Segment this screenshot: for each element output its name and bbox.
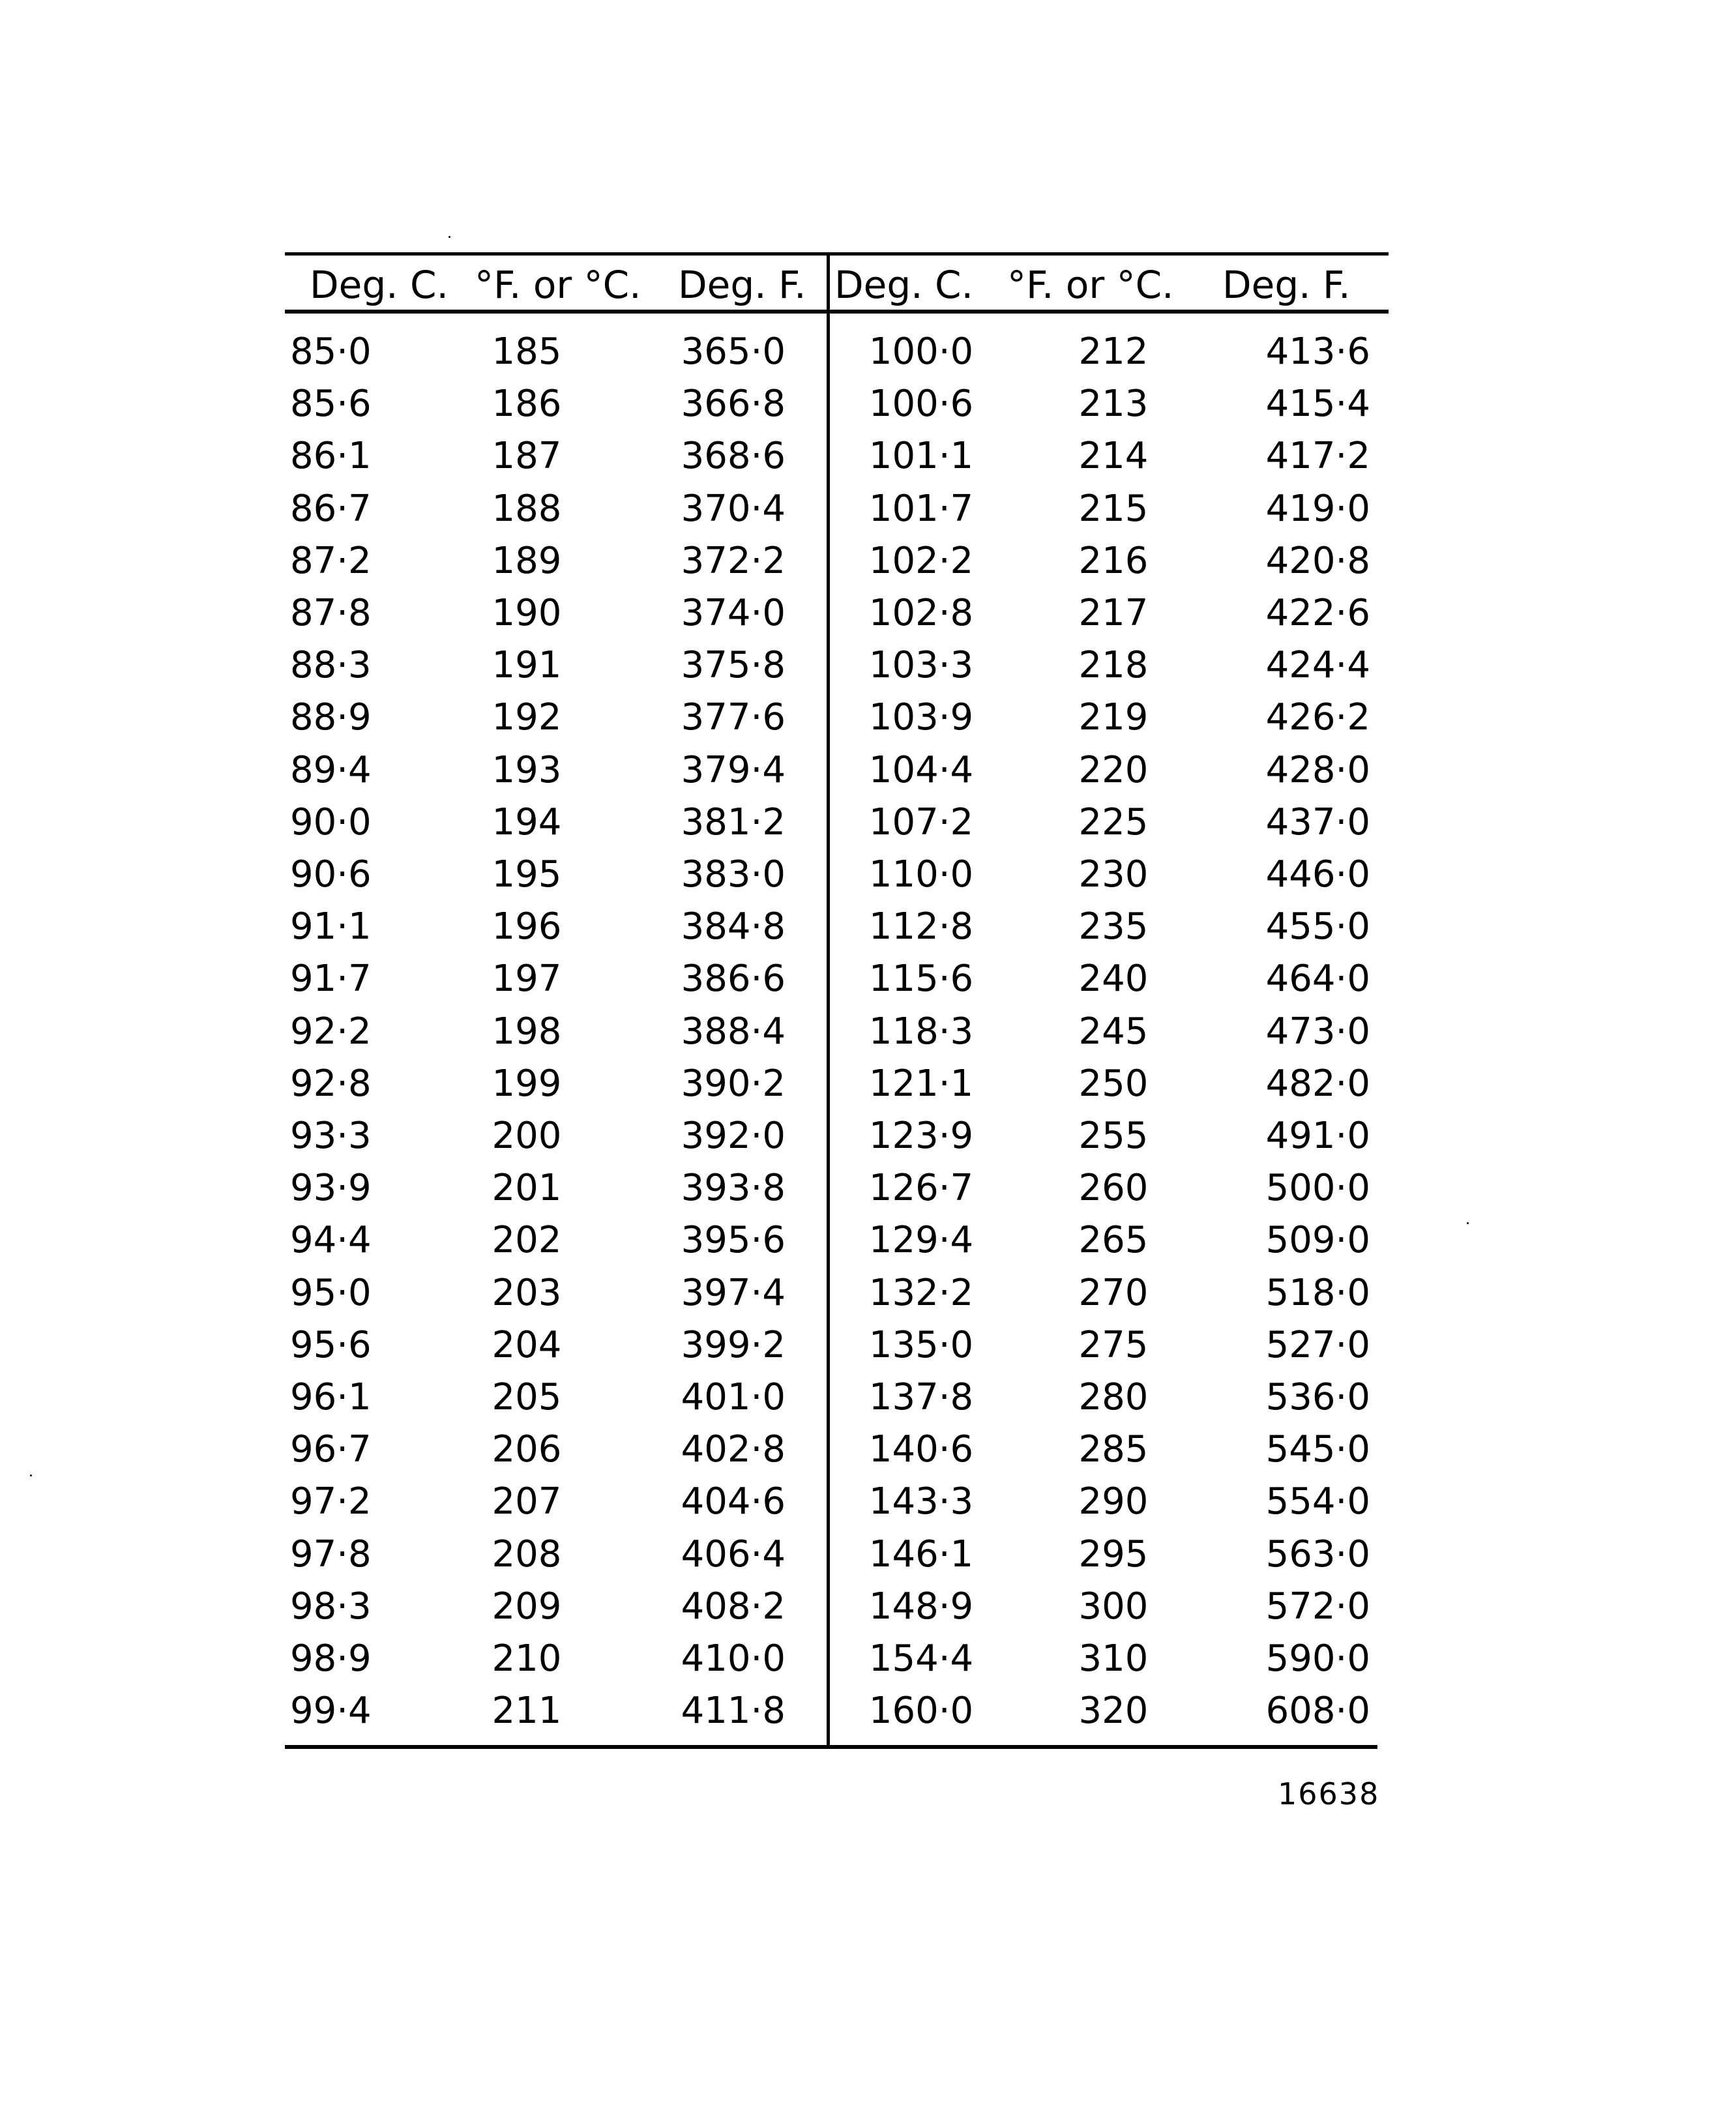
cell-deg-c: 126·7 [868, 1167, 974, 1210]
cell-deg-c: 95·6 [290, 1323, 372, 1366]
cell-f-or-c: 195 [492, 853, 562, 896]
cell-deg-f: 368·6 [681, 435, 786, 478]
cell-deg-c: 148·9 [868, 1585, 974, 1628]
cell-deg-c: 146·1 [868, 1533, 974, 1576]
cell-deg-c: 137·8 [868, 1376, 974, 1418]
cell-deg-f: 419·0 [1265, 487, 1370, 530]
top-rule [285, 252, 1389, 256]
cell-deg-f: 417·2 [1265, 435, 1370, 478]
cell-deg-c: 107·2 [868, 800, 974, 843]
cell-deg-c: 104·4 [868, 748, 974, 791]
cell-deg-f: 397·4 [681, 1271, 786, 1314]
cell-deg-f: 500·0 [1265, 1167, 1370, 1210]
cell-f-or-c: 215 [1078, 487, 1149, 530]
cell-deg-f: 563·0 [1265, 1533, 1370, 1576]
cell-deg-c: 91·1 [290, 905, 372, 948]
speck [30, 1474, 32, 1476]
cell-deg-c: 90·0 [290, 800, 372, 843]
cell-f-or-c: 290 [1078, 1480, 1149, 1523]
cell-f-or-c: 196 [492, 905, 562, 948]
cell-deg-f: 374·0 [681, 592, 786, 634]
cell-deg-c: 89·4 [290, 748, 372, 791]
cell-deg-f: 473·0 [1265, 1010, 1370, 1053]
cell-deg-f: 372·2 [681, 539, 786, 582]
cell-deg-c: 135·0 [868, 1323, 974, 1366]
cell-deg-f: 365·0 [681, 330, 786, 373]
cell-f-or-c: 225 [1078, 800, 1149, 843]
cell-deg-c: 99·4 [290, 1690, 372, 1733]
cell-deg-c: 143·3 [868, 1480, 974, 1523]
cell-deg-c: 86·1 [290, 435, 372, 478]
cell-f-or-c: 205 [492, 1376, 562, 1418]
cell-deg-c: 98·9 [290, 1637, 372, 1680]
cell-deg-c: 87·2 [290, 539, 372, 582]
cell-deg-c: 86·7 [290, 487, 372, 530]
cell-deg-f: 554·0 [1265, 1480, 1370, 1523]
header-f-or-c-right: °F. or °C. [1007, 263, 1174, 307]
cell-deg-c: 110·0 [868, 853, 974, 896]
cell-deg-c: 132·2 [868, 1271, 974, 1314]
cell-f-or-c: 202 [492, 1219, 562, 1262]
cell-f-or-c: 204 [492, 1323, 562, 1366]
cell-deg-c: 95·0 [290, 1271, 372, 1314]
cell-f-or-c: 206 [492, 1428, 562, 1471]
page-number: 16638 [1278, 1776, 1380, 1812]
cell-deg-f: 536·0 [1265, 1376, 1370, 1418]
cell-f-or-c: 218 [1078, 644, 1149, 687]
cell-f-or-c: 188 [492, 487, 562, 530]
cell-deg-c: 160·0 [868, 1690, 974, 1733]
cell-deg-c: 118·3 [868, 1010, 974, 1053]
cell-deg-f: 401·0 [681, 1376, 786, 1418]
cell-deg-c: 96·1 [290, 1376, 372, 1418]
cell-deg-f: 386·6 [681, 958, 786, 1001]
cell-deg-f: 381·2 [681, 800, 786, 843]
cell-deg-f: 384·8 [681, 905, 786, 948]
header-f-or-c-left: °F. or °C. [475, 263, 641, 307]
cell-deg-c: 96·7 [290, 1428, 372, 1471]
cell-f-or-c: 310 [1078, 1637, 1149, 1680]
cell-f-or-c: 214 [1078, 435, 1149, 478]
cell-deg-f: 422·6 [1265, 592, 1370, 634]
cell-deg-c: 102·2 [868, 539, 974, 582]
cell-deg-c: 97·2 [290, 1480, 372, 1523]
cell-deg-f: 415·4 [1265, 383, 1370, 426]
cell-deg-f: 426·2 [1265, 696, 1370, 739]
cell-f-or-c: 270 [1078, 1271, 1149, 1314]
cell-deg-c: 100·0 [868, 330, 974, 373]
cell-deg-f: 370·4 [681, 487, 786, 530]
cell-deg-f: 404·6 [681, 1480, 786, 1523]
cell-f-or-c: 217 [1078, 592, 1149, 634]
cell-deg-f: 392·0 [681, 1115, 786, 1157]
cell-f-or-c: 185 [492, 330, 562, 373]
cell-deg-c: 88·3 [290, 644, 372, 687]
cell-f-or-c: 186 [492, 383, 562, 426]
cell-f-or-c: 187 [492, 435, 562, 478]
cell-deg-c: 112·8 [868, 905, 974, 948]
cell-f-or-c: 280 [1078, 1376, 1149, 1418]
cell-f-or-c: 189 [492, 539, 562, 582]
cell-deg-c: 90·6 [290, 853, 372, 896]
cell-deg-f: 509·0 [1265, 1219, 1370, 1262]
cell-deg-f: 377·6 [681, 696, 786, 739]
cell-f-or-c: 199 [492, 1062, 562, 1105]
cell-f-or-c: 260 [1078, 1167, 1149, 1210]
cell-deg-c: 129·4 [868, 1219, 974, 1262]
cell-deg-f: 390·2 [681, 1062, 786, 1105]
cell-f-or-c: 212 [1078, 330, 1149, 373]
cell-deg-f: 388·4 [681, 1010, 786, 1053]
cell-f-or-c: 235 [1078, 905, 1149, 948]
cell-deg-c: 103·3 [868, 644, 974, 687]
cell-deg-f: 518·0 [1265, 1271, 1370, 1314]
cell-deg-f: 393·8 [681, 1167, 786, 1210]
cell-f-or-c: 193 [492, 748, 562, 791]
cell-deg-f: 383·0 [681, 853, 786, 896]
cell-deg-f: 482·0 [1265, 1062, 1370, 1105]
cell-f-or-c: 194 [492, 800, 562, 843]
header-rule [285, 310, 1389, 314]
bottom-rule [285, 1745, 1377, 1749]
cell-f-or-c: 220 [1078, 748, 1149, 791]
cell-deg-f: 395·6 [681, 1219, 786, 1262]
cell-deg-c: 93·9 [290, 1167, 372, 1210]
cell-deg-f: 402·8 [681, 1428, 786, 1471]
cell-deg-f: 410·0 [681, 1637, 786, 1680]
cell-deg-f: 446·0 [1265, 853, 1370, 896]
header-deg-f-right: Deg. F. [1222, 263, 1351, 307]
cell-deg-f: 366·8 [681, 383, 786, 426]
header-deg-c-right: Deg. C. [834, 263, 973, 307]
cell-deg-f: 408·2 [681, 1585, 786, 1628]
cell-deg-c: 94·4 [290, 1219, 372, 1262]
cell-deg-c: 121·1 [868, 1062, 974, 1105]
header-deg-c-left: Deg. C. [310, 263, 449, 307]
cell-f-or-c: 245 [1078, 1010, 1149, 1053]
speck [449, 236, 450, 238]
cell-f-or-c: 230 [1078, 853, 1149, 896]
cell-deg-f: 545·0 [1265, 1428, 1370, 1471]
cell-f-or-c: 219 [1078, 696, 1149, 739]
cell-f-or-c: 200 [492, 1115, 562, 1157]
cell-deg-c: 98·3 [290, 1585, 372, 1628]
cell-deg-f: 420·8 [1265, 539, 1370, 582]
cell-deg-c: 87·8 [290, 592, 372, 634]
cell-deg-c: 101·1 [868, 435, 974, 478]
cell-deg-f: 375·8 [681, 644, 786, 687]
cell-deg-f: 437·0 [1265, 800, 1370, 843]
cell-f-or-c: 208 [492, 1533, 562, 1576]
cell-deg-c: 93·3 [290, 1115, 372, 1157]
cell-deg-c: 103·9 [868, 696, 974, 739]
cell-deg-c: 140·6 [868, 1428, 974, 1471]
header-deg-f-left: Deg. F. [678, 263, 806, 307]
cell-f-or-c: 265 [1078, 1219, 1149, 1262]
cell-deg-f: 406·4 [681, 1533, 786, 1576]
cell-deg-c: 97·8 [290, 1533, 372, 1576]
cell-f-or-c: 275 [1078, 1323, 1149, 1366]
cell-deg-f: 411·8 [681, 1690, 786, 1733]
cell-f-or-c: 198 [492, 1010, 562, 1053]
cell-f-or-c: 285 [1078, 1428, 1149, 1471]
speck [1467, 1222, 1469, 1224]
cell-f-or-c: 211 [492, 1690, 562, 1733]
cell-deg-c: 100·6 [868, 383, 974, 426]
cell-f-or-c: 255 [1078, 1115, 1149, 1157]
cell-f-or-c: 191 [492, 644, 562, 687]
cell-deg-f: 491·0 [1265, 1115, 1370, 1157]
cell-deg-f: 379·4 [681, 748, 786, 791]
cell-f-or-c: 197 [492, 958, 562, 1001]
cell-f-or-c: 192 [492, 696, 562, 739]
cell-f-or-c: 295 [1078, 1533, 1149, 1576]
cell-deg-f: 527·0 [1265, 1323, 1370, 1366]
cell-deg-c: 102·8 [868, 592, 974, 634]
cell-deg-f: 572·0 [1265, 1585, 1370, 1628]
cell-deg-f: 608·0 [1265, 1690, 1370, 1733]
cell-deg-f: 413·6 [1265, 330, 1370, 373]
cell-deg-c: 88·9 [290, 696, 372, 739]
cell-deg-f: 428·0 [1265, 748, 1370, 791]
cell-deg-c: 115·6 [868, 958, 974, 1001]
cell-deg-c: 91·7 [290, 958, 372, 1001]
cell-deg-c: 85·0 [290, 330, 372, 373]
cell-deg-c: 92·8 [290, 1062, 372, 1105]
cell-f-or-c: 300 [1078, 1585, 1149, 1628]
cell-deg-f: 399·2 [681, 1323, 786, 1366]
cell-f-or-c: 250 [1078, 1062, 1149, 1105]
cell-f-or-c: 213 [1078, 383, 1149, 426]
cell-f-or-c: 240 [1078, 958, 1149, 1001]
cell-f-or-c: 320 [1078, 1690, 1149, 1733]
cell-deg-c: 123·9 [868, 1115, 974, 1157]
cell-f-or-c: 203 [492, 1271, 562, 1314]
cell-deg-f: 455·0 [1265, 905, 1370, 948]
cell-f-or-c: 216 [1078, 539, 1149, 582]
cell-deg-c: 92·2 [290, 1010, 372, 1053]
cell-deg-f: 590·0 [1265, 1637, 1370, 1680]
cell-f-or-c: 201 [492, 1167, 562, 1210]
cell-f-or-c: 209 [492, 1585, 562, 1628]
cell-deg-c: 154·4 [868, 1637, 974, 1680]
cell-deg-f: 464·0 [1265, 958, 1370, 1001]
cell-deg-f: 424·4 [1265, 644, 1370, 687]
cell-f-or-c: 210 [492, 1637, 562, 1680]
cell-deg-c: 85·6 [290, 383, 372, 426]
cell-f-or-c: 190 [492, 592, 562, 634]
cell-f-or-c: 207 [492, 1480, 562, 1523]
cell-deg-c: 101·7 [868, 487, 974, 530]
